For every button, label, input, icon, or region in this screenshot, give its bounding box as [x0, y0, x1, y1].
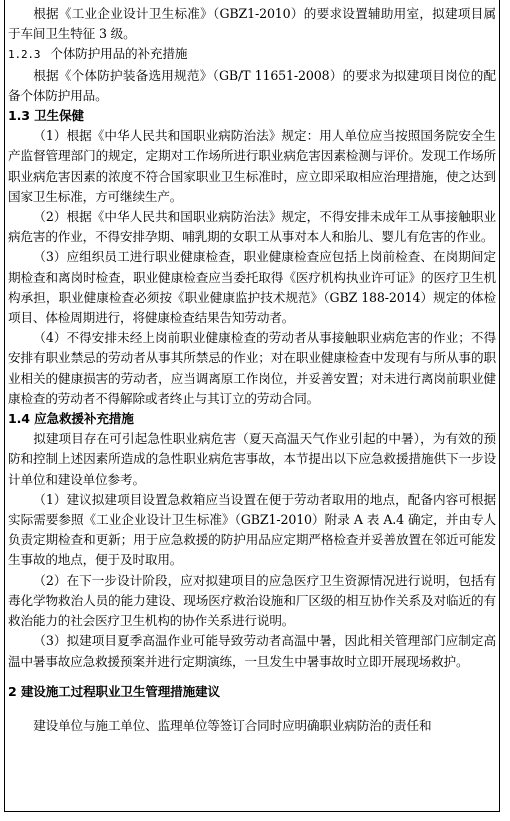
paragraph-emergency-intro: 拟建项目存在可引起急性职业病危害（夏天高温天气作业引起的中暑），为有效的预防和控制上述因素所造成的急性职业病危害事故，本节提出以下应急救援措施供下一步设计单位和建设单位参考。	[8, 431, 496, 487]
paragraph-emergency-2: （2）在下一步设计阶段，应对拟建项目的应急医疗卫生资源情况进行说明，包括有毒化学物救治人员的能力建设、现场医疗救治设施和厂区级的相互协作关系及对临近的有救治能力的社会医疗卫生机构的协作关系进行说明。	[8, 572, 496, 629]
heading-2: 2 建设施工过程职业卫生管理措施建议	[8, 683, 220, 699]
paragraph-health-care-1: （1）根据《中华人民共和国职业病防治法》规定：用人单位应当按照国务院安全生产监督管理部门的规定，定期对工作场所进行职业病危害因素检测与评价。发现工作场所职业病危害因素的浓度不符合国家职业卫生标准时，应立即采取相应治理措施，使之达到国家卫生标准，方可继续生产。	[8, 128, 496, 204]
heading-1-3: 1.3 卫生保健	[8, 108, 84, 124]
document-page	[4, 0, 500, 812]
heading-1-2-3-number: 1.2.3	[8, 48, 41, 62]
paragraph-health-care-2: （2）根据《中华人民共和国职业病防治法》规定，不得安排未成年工从事接触职业病危害的作业，不得安排孕期、哺乳期的女职工从事对本人和胎儿、婴儿有危害的作业。	[8, 209, 496, 245]
paragraph-auxiliary-rooms: 根据《工业企业设计卫生标准》（GBZ1-2010）的要求设置辅助用室，拟建项目属于车间卫生特征 3 级。	[8, 6, 496, 42]
heading-1-2-3	[8, 44, 496, 65]
paragraph-health-care-4: （4）不得安排未经上岗前职业健康检查的劳动者从事接触职业病危害的作业；不得安排有职业禁忌的劳动者从事其所禁忌的作业；对在职业健康检查中发现有与所从事的职业相关的健康损害的劳动者，应当调离原工作岗位，并妥善安置；对未进行离岗前职业健康检查的劳动者不得解除或者终止与其订立的劳动合同。	[8, 330, 496, 406]
heading-1-4: 1.4 应急救援补充措施	[8, 411, 134, 427]
paragraph-ppe-selection: 根据《个体防护装备选用规范》（GB/T 11651-2008）的要求为拟建项目岗位的配备个体防护用品。	[8, 67, 496, 103]
paragraph-emergency-1: （1）建议拟建项目设置急救箱应当设置在便于劳动者取用的地点，配备内容可根据实际需要参照《工业企业设计卫生标准》（GBZ1-2010）附录 A 表 A.4 确定，并由专人负责定期检查和更新；用于应急救援的防护用品应定期严格检查并妥善放置在邻近可能发生事故的地点，便于及时取用。	[8, 491, 496, 568]
heading-1-2-3-title: 个体防护用品的补充措施	[50, 46, 188, 62]
paragraph-emergency-3: （3）拟建项目夏季高温作业可能导致劳动者高温中暑，因此相关管理部门应制定高温中暑事故应急救援预案并进行定期演练，一旦发生中暑事故时立即开展现场救护。	[8, 633, 496, 669]
paragraph-health-care-3: （3）应组织员工进行职业健康检查，职业健康检查应包括上岗前检查、在岗期间定期检查和离岗时检查，职业健康检查应当委托取得《医疗机构执业许可证》的医疗卫生机构承担，职业健康检查必须按《职业健康监护技术规范》（GBZ 188-2014）规定的体检项目、体检周期进行，将健康检查结果告知劳动者。	[8, 249, 496, 326]
paragraph-construction-contract: 建设单位与施工单位、监理单位等签订合同时应明确职业病防治的责任和	[33, 717, 432, 733]
